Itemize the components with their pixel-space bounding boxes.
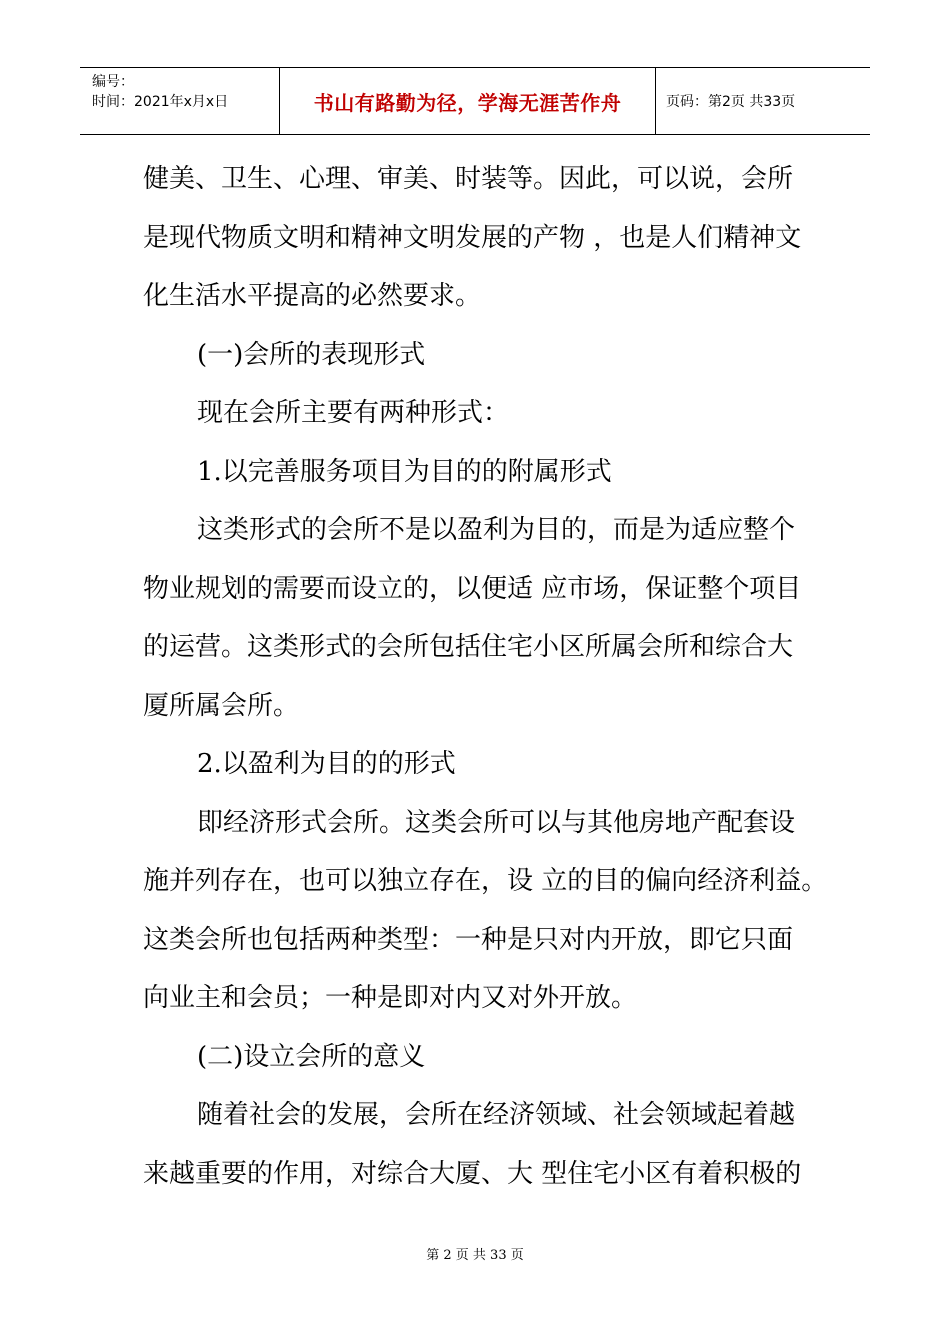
section-heading: (一)会所的表现形式 — [197, 339, 426, 370]
page-header — [80, 67, 870, 135]
page-footer: 第 2 页 共 33 页 — [426, 1248, 524, 1263]
header-page-info: 页码：第2页 共33页 — [666, 94, 796, 110]
text-line: 施并列存在，也可以独立存在，设 立的目的偏向经济利益。 — [143, 866, 828, 896]
text-line: 即经济形式会所。这类会所可以与其他房地产配套设 — [197, 807, 796, 838]
header-motto: 书山有路勤为径，学海无涯苦作舟 — [280, 68, 656, 134]
header-meta-cell — [80, 68, 280, 134]
text-line: 这类会所也包括两种类型：一种是只对内开放，即它只面 — [143, 924, 794, 955]
text-line: 现在会所主要有两种形式： — [197, 398, 510, 428]
text-line: 向业主和会员；一种是即对内又对外开放。 — [143, 983, 638, 1013]
section-heading: (二)设立会所的意义 — [197, 1041, 426, 1072]
text-line: 健美、卫生、心理、审美、时装等。因此，可以说，会所 — [143, 164, 794, 194]
text-line: 这类形式的会所不是以盈利为目的，而是为适应整个 — [197, 515, 796, 545]
subsection-heading: 1.以完善服务项目为目的的附属形式 — [197, 456, 612, 487]
text-line: 物业规划的需要而设立的，以便适 应市场，保证整个项目 — [143, 573, 802, 604]
text-line: 的运营。这类形式的会所包括住宅小区所属会所和综合大 — [143, 632, 794, 662]
document-number-label: 编号： — [92, 74, 134, 90]
text-line: 来越重要的作用，对综合大厦、大 型住宅小区有着积极的 — [143, 1158, 802, 1189]
text-line: 是现代物质文明和精神文明发展的产物 ，也是人们精神文 — [143, 222, 802, 253]
subsection-heading: 2.以盈利为目的的形式 — [197, 749, 456, 779]
text-line: 化生活水平提高的必然要求。 — [143, 281, 482, 311]
text-line: 厦所属会所。 — [143, 690, 300, 721]
document-time-label: 时间：2021年x月x日 — [92, 94, 229, 110]
document-body — [143, 150, 828, 1203]
text-line: 随着社会的发展，会所在经济领域、社会领域起着越 — [197, 1100, 796, 1130]
